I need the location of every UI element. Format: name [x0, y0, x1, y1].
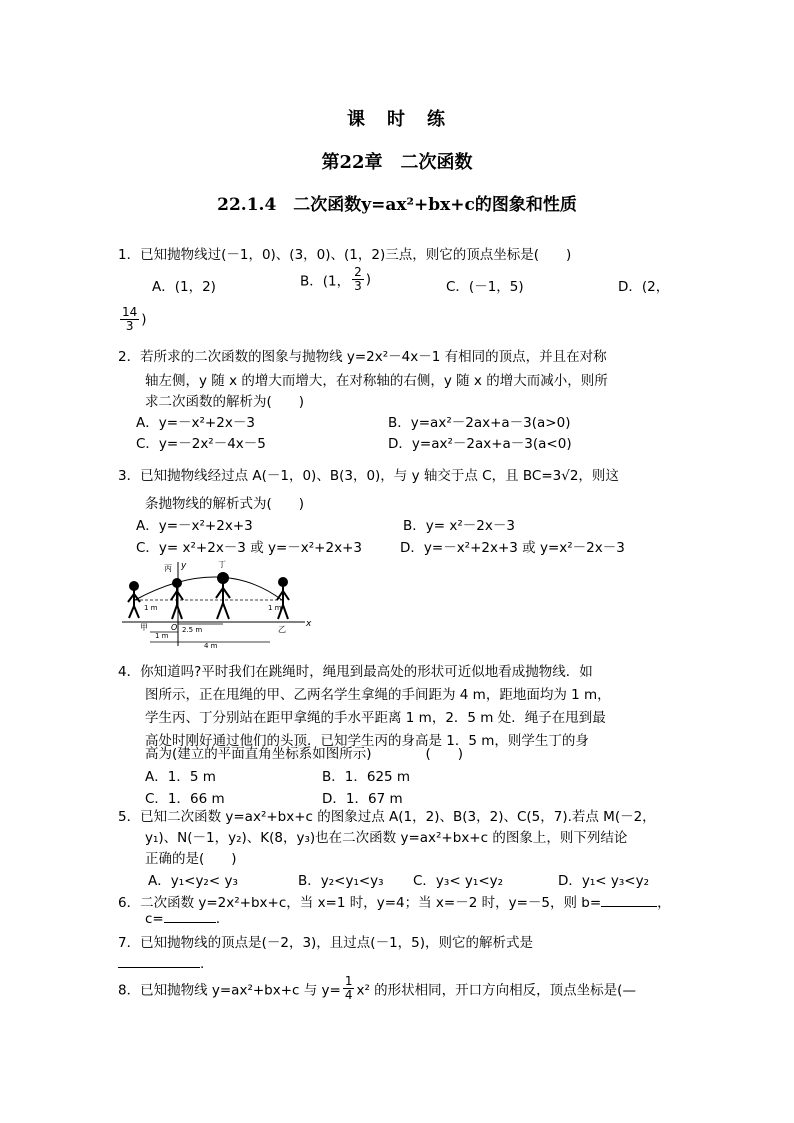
rope-parabola [135, 577, 282, 600]
q2-option-d[interactable]: D．y=ax²－2ax+a－3(a<0) [388, 436, 572, 452]
q7-period: . [200, 956, 205, 972]
q8-post: x² 的形状相同，开口方向相反，顶点坐标是(— [356, 982, 636, 999]
q1-option-b[interactable] [300, 266, 371, 293]
person-ding [216, 573, 230, 619]
q8-num: 1 [344, 974, 353, 988]
q8-den: 4 [344, 988, 353, 1002]
jump-rope-figure [120, 558, 320, 648]
q7-line-1: 7．已知抛物线的顶点是(－2，3)，且过点(－1，5)，则它的解析式是 [118, 935, 534, 951]
page-title: 课 时 练 [347, 109, 447, 130]
q4-option-b[interactable]: B．1．625 m [322, 769, 411, 785]
q1-b-num: 2 [354, 265, 362, 279]
q1-b-fraction [352, 266, 364, 293]
q4-line-5: 高为(建立的平面直角坐标系如图所示) ( ) [145, 746, 464, 762]
q1-b-post: ) [365, 271, 372, 288]
q6-comma: ， [657, 895, 671, 911]
q6-period: . [215, 911, 221, 927]
q3-line-1: 3．已知抛物线经过点 A(－1，0)、B(3，0)，与 y 轴交于点 C，且 BC=3√2，则这 [118, 468, 619, 484]
label-1m-left: 1 m [144, 604, 158, 612]
q3-option-c[interactable]: C．y= x²+2x－3 或 y=－x²+2x+3 [136, 540, 362, 556]
q4-option-a[interactable]: A．1．5 m [145, 769, 216, 785]
y-axis-label: y [181, 561, 187, 571]
q1-d-fraction [120, 306, 139, 333]
q4-line-2: 图所示，正在甩绳的甲、乙两名学生拿绳的手间距为 4 m，距地面均为 1 m， [145, 687, 611, 703]
q1-option-d[interactable]: D．(2， [618, 279, 670, 295]
q2-line-2: 轴左侧，y 随 x 的增大而增大，在对称轴的右侧，y 随 x 的增大而减小，则所 [145, 373, 608, 389]
q5-line-3: 正确的是( ) [145, 851, 237, 867]
label-origin: O [171, 623, 178, 632]
q2-line-1: 2．若所求的二次函数的图象与抛物线 y=2x²－4x－1 有相同的顶点，并且在对称 [118, 349, 607, 365]
q5-line-1: 5．已知二次函数 y=ax²+bx+c 的图象过点 A(1，2)、B(3，2)、C(5，7).若点 M(－2， [118, 809, 656, 825]
q1-option-c[interactable]: C．(－1，5) [446, 279, 524, 295]
label-1m-right: 1 m [268, 604, 282, 612]
q2-line-3: 求二次函数的解析为( ) [145, 394, 305, 410]
q7-blank[interactable] [118, 953, 200, 968]
person-bing [171, 579, 183, 619]
q3-line-2: 条抛物线的解析式为( ) [145, 496, 305, 512]
q5-option-c[interactable]: C．y₃< y₁<y₂ [413, 873, 504, 889]
label-jia: 甲 [140, 623, 148, 632]
q3-option-a[interactable]: A．y=－x²+2x+3 [136, 518, 253, 534]
q8-fraction [343, 975, 355, 1002]
label-4m: 4 m [204, 642, 218, 648]
person-yi [277, 578, 289, 619]
label-bing: 丙 [164, 564, 172, 573]
q4-line-1: 4．你知道吗?平时我们在跳绳时，绳甩到最高处的形状可近似地看成抛物线．如 [118, 664, 593, 680]
q1-b-pre: B．(1， [300, 273, 351, 290]
q8-line-1 [118, 975, 636, 1002]
q6-blank-c[interactable] [164, 922, 216, 923]
q1-d-post: ) [141, 311, 147, 328]
label-1m-bottom: 1 m [155, 632, 169, 640]
person-jia [128, 582, 140, 618]
section-title: 22.1.4 二次函数y=ax²+bx+c的图象和性质 [217, 195, 577, 215]
q4-line-4: 高处时刚好通过他们的头顶．已知学生丙的身高是 1．5 m，则学生丁的身 [145, 733, 589, 749]
q3-option-b[interactable]: B．y= x²－2x－3 [403, 518, 515, 534]
q1-option-d-cont [118, 306, 147, 333]
chapter-title: 第22章 二次函数 [321, 152, 473, 173]
q2-option-c[interactable]: C．y=－2x²－4x－5 [136, 436, 266, 452]
q5-option-a[interactable]: A．y₁<y₂< y₃ [148, 873, 238, 889]
q6-blank-b[interactable] [601, 906, 657, 907]
label-ding: 丁 [218, 560, 226, 569]
q7-line-2 [118, 953, 204, 972]
x-axis-label: x [306, 619, 312, 629]
q5-option-d[interactable]: D．y₁< y₃<y₂ [558, 873, 650, 889]
q2-option-a[interactable]: A．y=－x²+2x－3 [136, 415, 255, 431]
q5-option-b[interactable]: B．y₂<y₁<y₃ [298, 873, 384, 889]
label-25m: 2.5 m [182, 626, 203, 634]
q4-line-3: 学生丙、丁分别站在距甲拿绳的手水平距离 1 m，2．5 m 处．绳子在甩到最 [145, 710, 606, 726]
q6-line-2 [145, 911, 220, 927]
q1-stem: 1．已知抛物线过(－1，0)、(3，0)、(1，2)三点，则它的顶点坐标是( ) [118, 247, 572, 263]
q6-text-1: 6．二次函数 y=2x²+bx+c，当 x=1 时，y=4；当 x=－2 时，y=－5，则 b= [118, 895, 602, 911]
q2-option-b[interactable]: B．y=ax²－2ax+a－3(a>0) [388, 415, 571, 431]
q8-pre: 8．已知抛物线 y=ax²+bx+c 与 y= [118, 982, 341, 999]
q6-line-1 [118, 891, 671, 911]
q1-b-den: 3 [354, 279, 362, 293]
q3-option-d[interactable]: D．y=－x²+2x+3 或 y=x²－2x－3 [400, 540, 625, 556]
q4-option-c[interactable]: C．1．66 m [145, 791, 225, 807]
label-yi: 乙 [278, 625, 286, 634]
q4-option-d[interactable]: D．1．67 m [322, 791, 403, 807]
q5-line-2: y₁)、N(－1，y₂)、K(8，y₃)也在二次函数 y=ax²+bx+c 的图象上，则下列结论 [145, 830, 628, 846]
q6-text-2: c= [145, 911, 164, 927]
q1-d-num: 14 [122, 305, 138, 319]
q1-d-den: 3 [125, 319, 134, 333]
q1-option-a[interactable]: A．(1，2) [152, 279, 216, 295]
